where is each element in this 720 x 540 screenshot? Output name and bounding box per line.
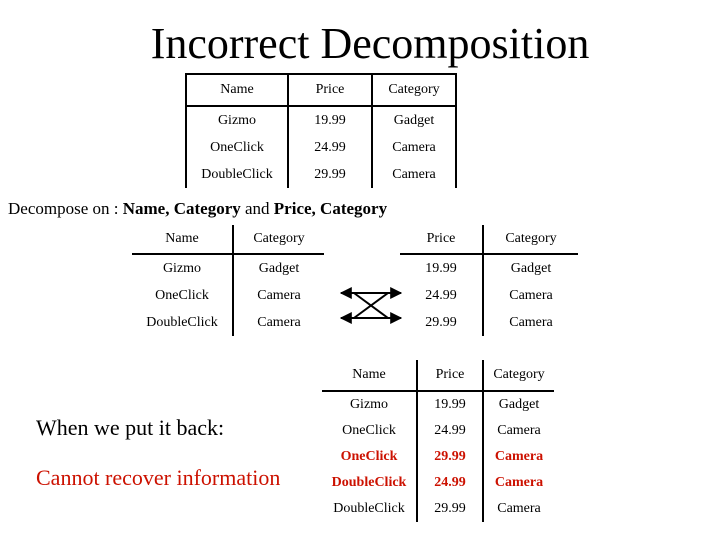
column-header: Category (483, 225, 578, 254)
table-cell: Camera (233, 282, 324, 309)
table-cell: OneClick (155, 287, 209, 303)
put-back-caption: When we put it back: (36, 415, 225, 440)
table-header-row (400, 225, 578, 254)
spurious-table-row (322, 444, 554, 470)
cross-join-arrows-icon (336, 278, 406, 328)
name-category-table (132, 225, 324, 336)
table-cell: Gadget (233, 254, 324, 282)
column-header: Price (400, 225, 483, 254)
decompose-prefix: Decompose on : (8, 199, 119, 218)
table-cell: DoubleClick (331, 475, 407, 490)
table-cell: DoubleClick (146, 314, 218, 330)
table-row (322, 496, 554, 522)
table-cell: OneClick (340, 449, 398, 464)
table-cell: Camera (483, 444, 554, 470)
table-row (322, 418, 554, 444)
table-cell: 29.99 (425, 314, 457, 330)
table-row (322, 391, 554, 418)
table-header-row (322, 360, 554, 391)
table-row (400, 282, 578, 309)
table-row (132, 309, 324, 336)
decompose-statement (8, 199, 387, 219)
column-header: Name (132, 225, 233, 254)
table-cell: 19.99 (425, 260, 457, 276)
table-row (400, 254, 578, 282)
table-cell: Camera (233, 309, 324, 336)
table-cell: Camera (372, 161, 456, 188)
cannot-recover-caption: Cannot recover information (36, 465, 281, 490)
column-header: Category (233, 225, 324, 254)
table-cell: 29.99 (417, 496, 483, 522)
table-cell: DoubleClick (333, 501, 405, 516)
spurious-table-row (322, 470, 554, 496)
column-header: Price (288, 74, 372, 106)
table-cell: OneClick (186, 134, 288, 161)
table-cell: DoubleClick (186, 161, 288, 188)
table-cell: Camera (483, 282, 578, 309)
table-cell: Camera (483, 418, 554, 444)
table-row (132, 282, 324, 309)
joined-relation-table (322, 360, 554, 522)
table-cell: 24.99 (425, 287, 457, 303)
table-row (186, 106, 456, 134)
column-header: Category (372, 74, 456, 106)
table-row (132, 254, 324, 282)
table-cell: Gizmo (349, 397, 389, 412)
original-relation-table (185, 73, 457, 188)
table-cell: Camera (483, 470, 554, 496)
table-cell: Gadget (372, 106, 456, 134)
decompose-second-attributes: Price, Category (273, 199, 388, 218)
table-cell: 19.99 (417, 391, 483, 418)
table-cell: Gadget (483, 254, 578, 282)
table-row (186, 161, 456, 188)
table-cell: OneClick (342, 423, 396, 438)
table-cell: Gizmo (162, 260, 202, 276)
table-cell: Camera (483, 309, 578, 336)
column-header: Category (483, 360, 554, 391)
table-header-row (186, 74, 456, 106)
column-header: Name (186, 74, 288, 106)
table-cell: Camera (483, 496, 554, 522)
table-cell: 24.99 (417, 418, 483, 444)
decompose-first-attributes: Name, Category (122, 199, 241, 218)
price-category-table (400, 225, 578, 336)
table-row (186, 134, 456, 161)
table-cell: Gizmo (186, 106, 288, 134)
table-cell: 24.99 (417, 470, 483, 496)
table-row (400, 309, 578, 336)
slide-title: Incorrect Decomposition (150, 19, 590, 68)
table-cell: 29.99 (288, 161, 372, 188)
table-cell: 29.99 (417, 444, 483, 470)
column-header: Price (417, 360, 483, 391)
table-cell: 24.99 (288, 134, 372, 161)
decompose-and: and (245, 199, 270, 218)
table-cell: 19.99 (288, 106, 372, 134)
table-header-row (132, 225, 324, 254)
table-cell: Camera (372, 134, 456, 161)
table-cell: Gadget (483, 391, 554, 418)
column-header: Name (322, 360, 417, 391)
